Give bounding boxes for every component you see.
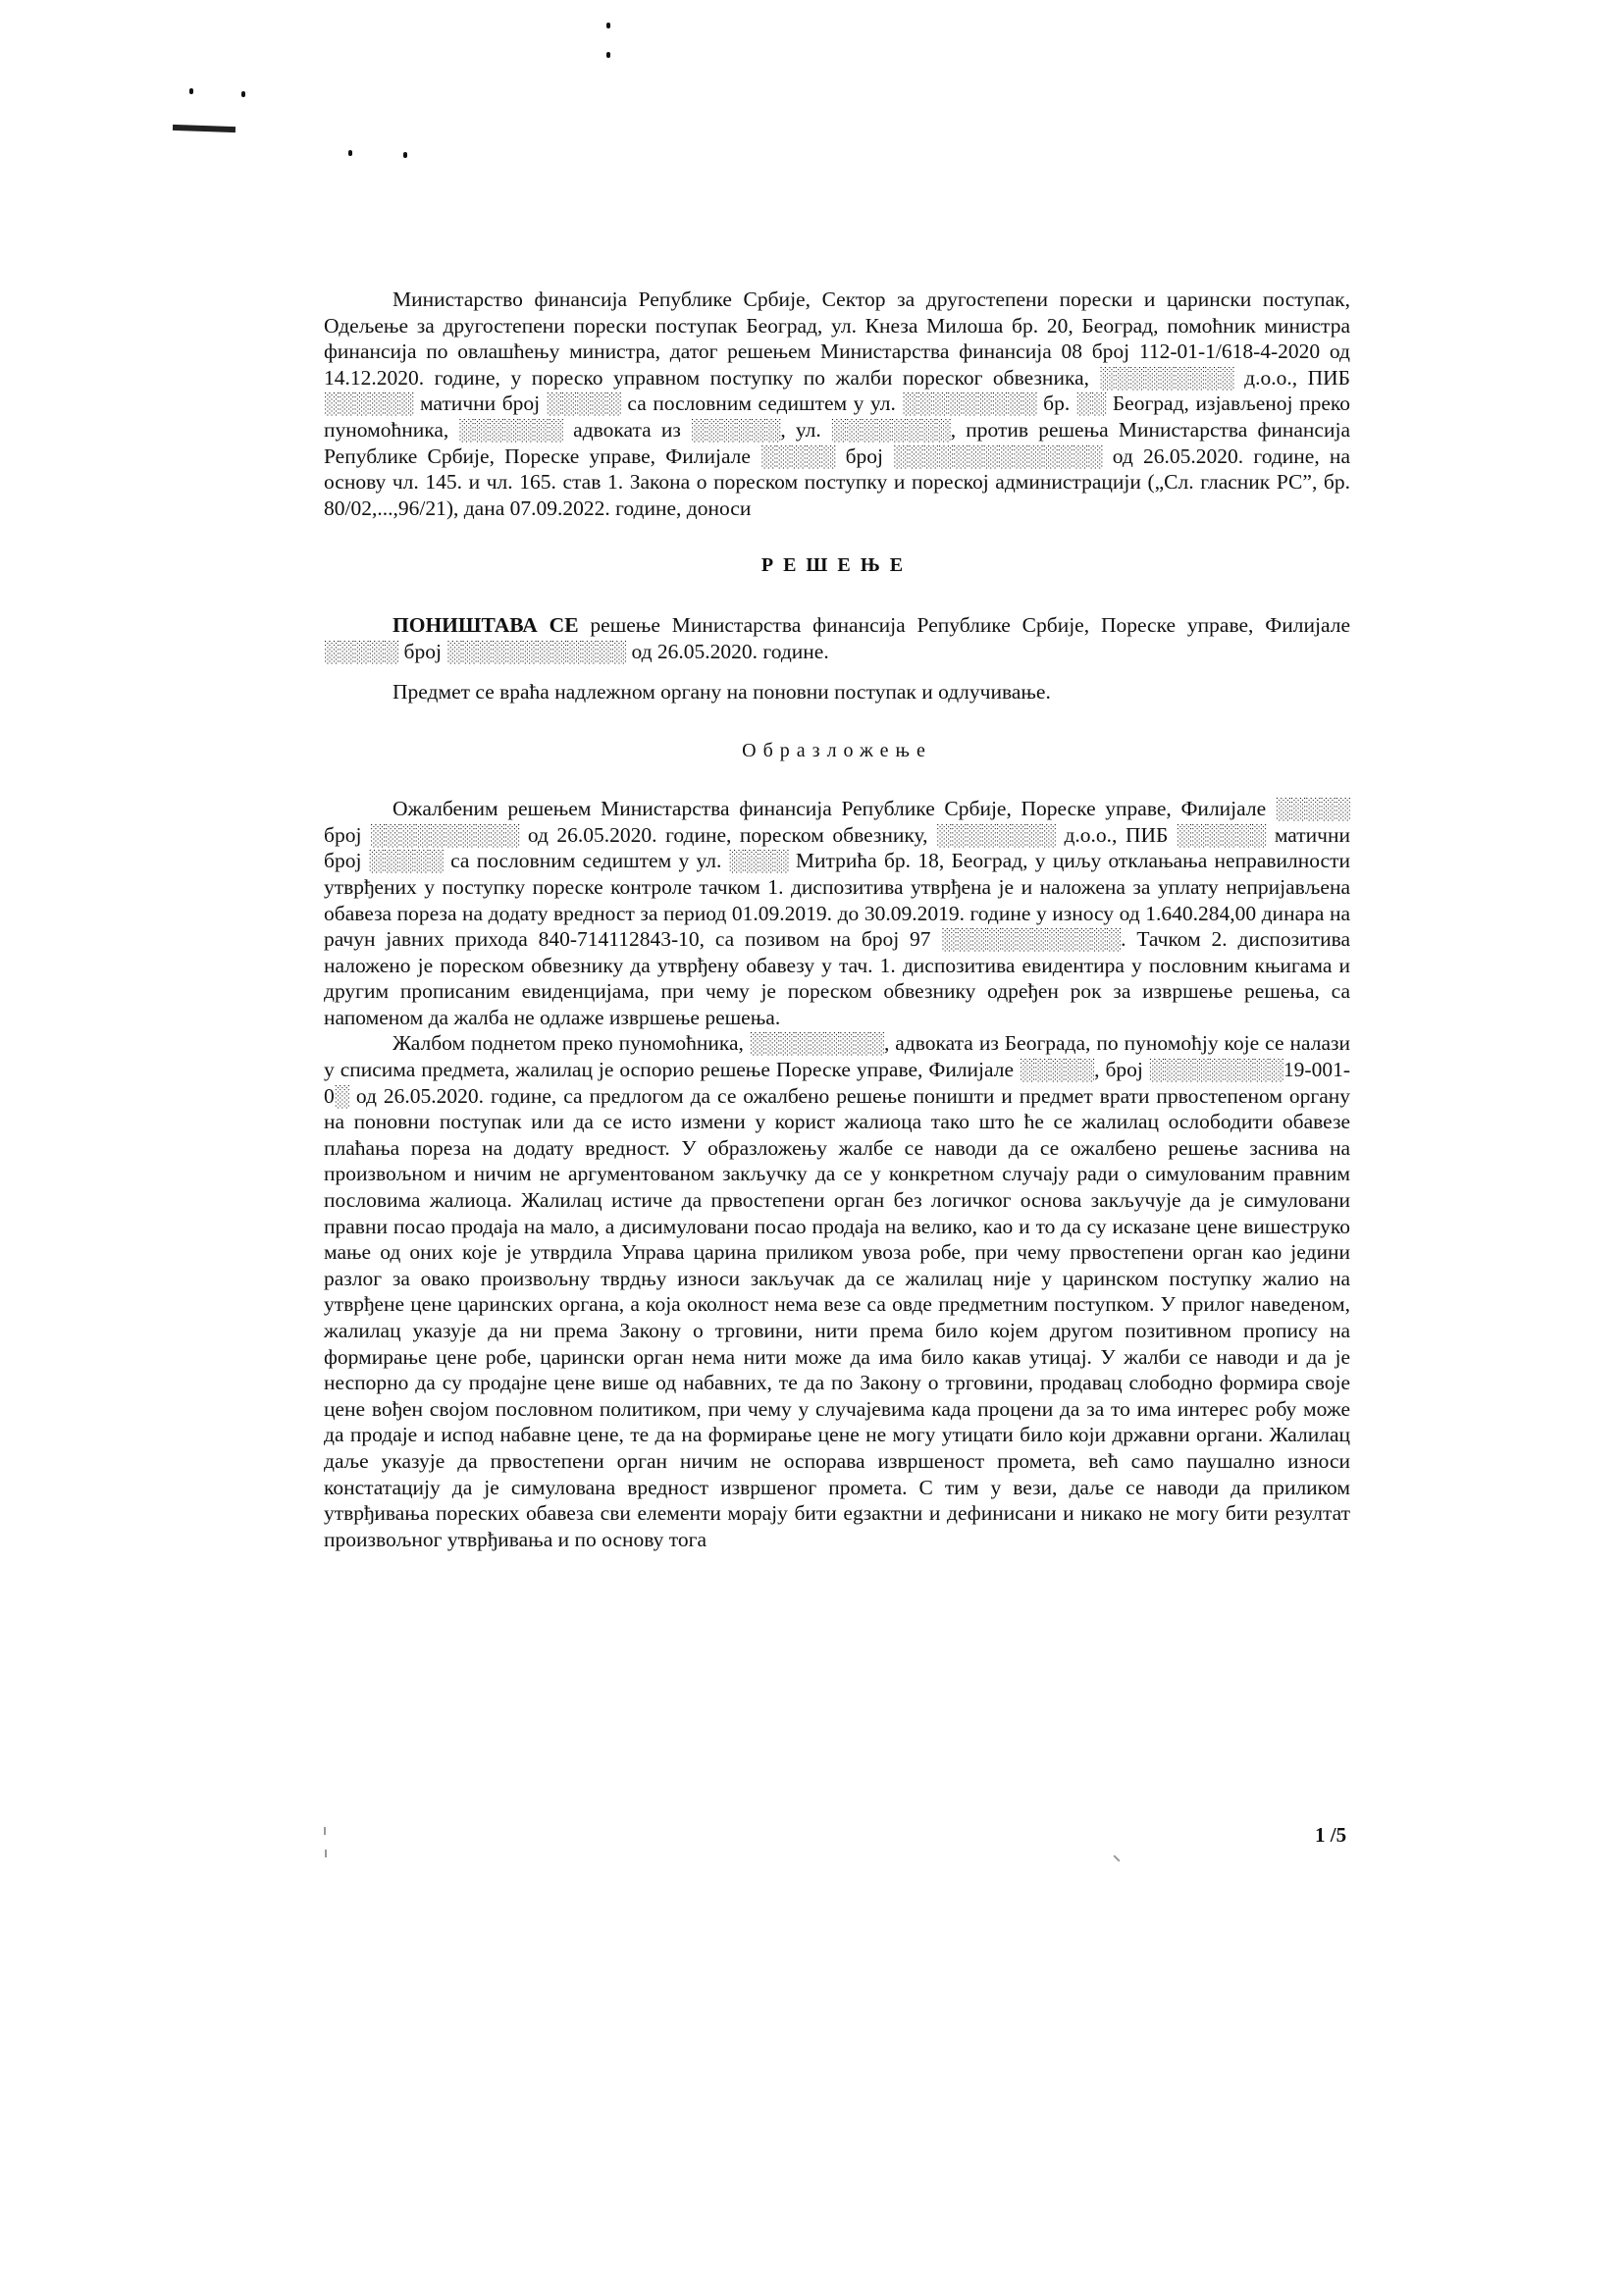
preamble-paragraph: Министарство финансија Републике Србије, Сектор за другостепени порески и царински поступак, Одељење за другостепени порески поступак Београд, ул. Кнеза Милоша бр. 20, Београд, помоћник министра финансија по овлашћењу министра, датог решењем Министарства финансија 08 број 112-01-1/618-4-2020 од 14.12.2020. године, у пореско управном поступку по жалби пореског обвезника, ░░░░░░░░░ д.о.о., ПИБ ░░░░░░ матични број ░░░░░ са пословним седиштем у ул. ░░░░░░░░░ бр. ░░ Београд, изјављеној преко пуномоћника, ░░░░░░░ адвоката из ░░░░░░, ул. ░░░░░░░░, против решења Министарства финансија Републике Србије, Пореске управе, Филијале ░░░░░ број ░░░░░░░░░░░░░░ од 26.05.2020. године, на основу чл. 145. и чл. 165. став 1. Закона о пореском поступку и пореској администрацији („Сл. гласник РС”, бр. 80/02,...,96/21), дана 07.09.2022. године, доноси [324, 287, 1350, 520]
document-page [324, 287, 1350, 1552]
scan-speck [324, 1827, 326, 1835]
decision-lead: ПОНИШТАВА СЕ [393, 613, 579, 638]
decision-heading: РЕШЕЊЕ [760, 554, 914, 577]
scan-speck [189, 88, 193, 94]
scan-speck [403, 152, 407, 158]
reasoning-paragraph-1: Ожалбеним решењем Министарства финансија Републике Србије, Пореске управе, Филијале ░░░░░ број ░░░░░░░░░░ од 26.05.2020. године, пореском обвезнику, ░░░░░░░░ д.о.о., ПИБ ░░░░░░ матични број ░░░░░ са пословним седиштем у ул. ░░░░ Митрића бр. 18, Београд, у циљу отклањања неправилности утврђених у поступку пореске контроле тачком 1. диспозитива утврђена је и наложена за уплату непријављена обавеза пореза на додату вредност за период 01.09.2019. до 30.09.2019. године у износу од 1.640.284,00 динара на рачун јавних прихода 840-714112843-10, са позивом на број 97 ░░░░░░░░░░░░. Тачком 2. диспозитива наложено је пореском обвезнику да утврђену обавезу у тач. 1. диспозитива евидентира у пословним књигама и другим прописаним евиденцијама, при чему је пореском обвезнику одређен рок за извршење решења, са напоменом да жалба не одлаже извршење решења. [324, 797, 1350, 1029]
scan-speck [606, 23, 610, 28]
scan-speck [241, 91, 245, 97]
reasoning-heading: Образложење [742, 740, 932, 762]
decision-text: решење Министарства финансија Републике Србије, Пореске управе, Филијале ░░░░░ број ░░░░░░░░░░░░ од 26.05.2020. године. [324, 613, 1350, 663]
remand-paragraph: Предмет се враћа надлежном органу на поновни поступак и одлучивање. [393, 679, 1051, 704]
scan-speck [348, 150, 352, 156]
scan-speck [1113, 1854, 1120, 1861]
scan-smudge [173, 125, 236, 132]
scan-speck [325, 1850, 327, 1857]
scan-speck [606, 52, 610, 58]
decision-paragraph [324, 612, 1350, 664]
page-number: 1 /5 [1315, 1823, 1347, 1847]
reasoning-paragraph-2: Жалбом поднетом преко пуномоћника, ░░░░░░░░░, адвоката из Београда, по пуномоћју које се налази у списима предмета, жалилац је оспорио решење Пореске управе, Филијале ░░░░░, број ░░░░░░░░░19-001-0░ од 26.05.2020. године, са предлогом да се ожалбено решење поништи и предмет врати првостепеном органу на поновни поступак или да се исто измени у корист жалиоца тако што ће се жалилац ослободити обавезе плаћања пореза на додату вредност. У образложењу жалбе се наводи да се ожалбено решење заснива на произвољном и ничим не аргументованом закључку да се у конкретном случају ради о симулованим правним пословима жалиоца. Жалилац истиче да првостепени орган без логичког основа закључује да је симуловани правни посао продаја на мало, а дисимуловани посао продаја на велико, као и то да су исказане цене вишеструко мање од оних које је утврдила Управа царина приликом увоза робе, при чему првостепени орган као једини разлог за овако произвољну тврдњу износи закључак да се жалилац није у царинском поступку жалио на утврђене цене царинских органа, а која околност нема везе са овде предметним поступком. У прилог наведеном, жалилац указује да ни према Закону о трговини, нити према било којем другом позитивном пропису на формирање цене робе, царински орган нема нити може да има било какав утицај. У жалби се наводи и да је неспорно да су продајне цене више од набавних, те да по Закону о трговини, продавац слободно формира своје цене вођен својом пословном политиком, при чему у случајевима када процени да за то има интерес робу може да продаје и испод набавне цене, те да на формирање цене не могу утицати било који државни органи. Жалилац даље указује да првостепени орган ничим не оспорава извршеност промета, већ само паушално износи констатацију да је симулована вредност извршеног промета. С тим у вези, даље се наводи да приликом утврђивања пореских обавеза сви елементи морају бити egзaктни и дефинисани и никако не могу бити резултат произвољног утврђивања и по основу тога [324, 1031, 1350, 1551]
